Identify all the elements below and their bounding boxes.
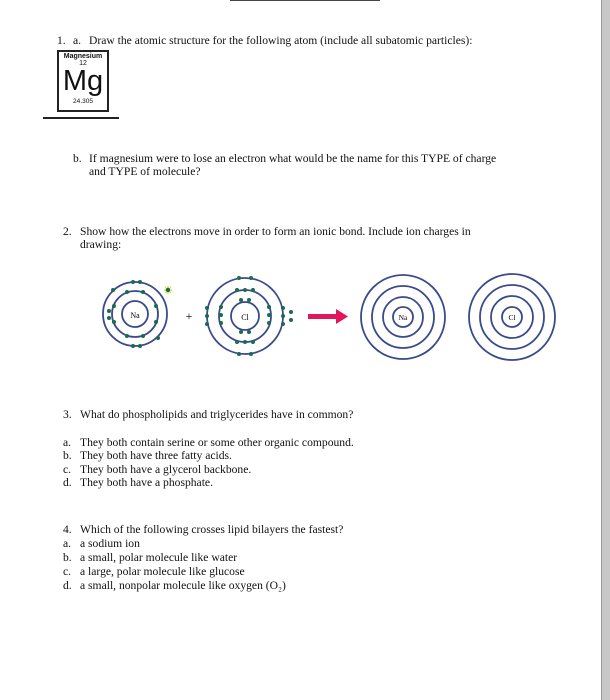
q3-option-text: They both have three fatty acids.	[80, 449, 232, 462]
q3-option-text: They both have a phosphate.	[80, 476, 213, 489]
chlorine-label: Cl	[241, 313, 249, 322]
element-symbol: Mg	[62, 65, 104, 97]
element-atomic-mass: 24.305	[73, 98, 93, 105]
q1b-text-line1: If magnesium were to lose an electron what would be the name for this TYPE of charge	[89, 152, 497, 165]
element-name: Magnesium	[63, 53, 103, 60]
q1a-text: Draw the atomic structure for the following atom (include all subatomic particles):	[89, 34, 473, 47]
q4-number: 4.	[63, 523, 72, 536]
chlorine-ion-label: Cl	[508, 313, 516, 322]
q3-option-text: They both contain serine or some other organic compound.	[80, 436, 354, 449]
q2-number: 2.	[63, 225, 72, 238]
sodium-label: Na	[130, 311, 140, 320]
q3-number: 3.	[63, 408, 72, 421]
q4-option-text: a large, polar molecule like glucose	[80, 565, 245, 578]
q1b-text-line2: and TYPE of molecule?	[89, 165, 201, 178]
q3-option-letter: c.	[63, 463, 72, 476]
q4-option-text: a small, nonpolar molecule like oxygen (O₂)	[80, 579, 286, 592]
q4-option-letter: c.	[63, 565, 72, 578]
top-rule	[230, 0, 380, 1]
q3-option-letter: d.	[63, 476, 72, 489]
sodium-ion-label: Na	[398, 313, 408, 322]
q4-option-letter: a.	[63, 537, 72, 550]
q4-option-letter: b.	[63, 551, 72, 564]
page-edge-line	[601, 0, 602, 700]
sodium-atom	[103, 280, 172, 348]
tile-underline	[43, 117, 119, 119]
q4-text: Which of the following crosses lipid bilayers the fastest?	[80, 523, 344, 536]
q2-text-line2: drawing:	[80, 238, 122, 251]
chlorine-atom	[205, 276, 293, 356]
q4-option-letter: d.	[63, 579, 72, 592]
plus-sign: +	[185, 309, 193, 323]
chlorine-ion	[469, 274, 555, 360]
q1a-letter: a.	[73, 34, 82, 47]
q1-number: 1.	[57, 34, 66, 47]
transfer-electron	[164, 286, 172, 294]
q2-text-line1: Show how the electrons move in order to form an ionic bond. Include ion charges in	[80, 225, 471, 238]
sodium-ion	[361, 275, 445, 359]
q3-option-letter: a.	[63, 436, 72, 449]
q3-option-letter: b.	[63, 449, 72, 462]
element-tile-magnesium	[57, 50, 109, 112]
q3-text: What do phospholipids and triglycerides have in common?	[80, 408, 354, 421]
ionic-bond-diagram	[100, 262, 570, 374]
element-atomic-number: 12	[79, 60, 87, 67]
q4-option-text: a small, polar molecule like water	[80, 551, 238, 564]
q3-option-text: They both have a glycerol backbone.	[80, 463, 252, 476]
q1b-letter: b.	[73, 152, 82, 165]
reaction-arrow	[308, 309, 348, 324]
page-edge	[602, 0, 610, 700]
q4-option-text: a sodium ion	[80, 537, 140, 550]
